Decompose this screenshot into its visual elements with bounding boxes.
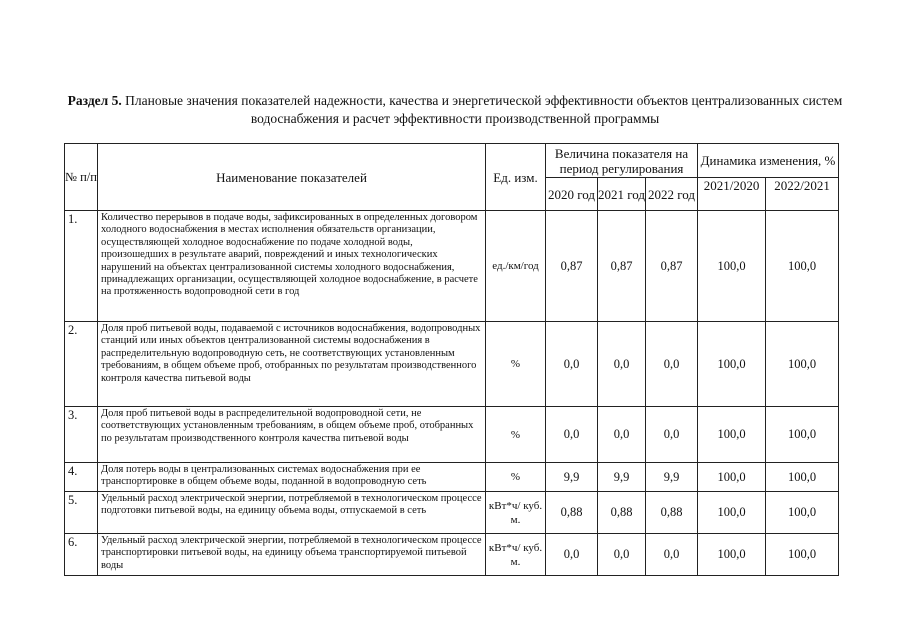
row-v2022: 0,0 — [646, 322, 698, 407]
table-row — [65, 407, 839, 463]
header-year-2021: 2021 год — [598, 178, 646, 211]
row-dyn-2: 100,0 — [766, 322, 839, 407]
header-unit: Ед. изм. — [486, 144, 546, 211]
row-num: 1. — [65, 211, 98, 322]
row-v2021: 0,0 — [598, 407, 646, 463]
row-dyn-1: 100,0 — [698, 534, 766, 576]
row-unit: % — [486, 322, 546, 407]
header-year-2020: 2020 год — [546, 178, 598, 211]
table-row — [65, 322, 839, 407]
header-dyn-2021-2020: 2021/2020 — [698, 178, 766, 211]
row-v2020: 0,0 — [546, 322, 598, 407]
row-v2022: 0,88 — [646, 492, 698, 534]
indicators-table — [64, 143, 839, 576]
row-unit: кВт*ч/ куб. м. — [486, 534, 546, 576]
row-unit: ед./км/год — [486, 211, 546, 322]
row-v2022: 0,87 — [646, 211, 698, 322]
row-dyn-1: 100,0 — [698, 211, 766, 322]
section-title-bold: Раздел 5. — [67, 93, 122, 108]
row-v2022: 9,9 — [646, 463, 698, 492]
row-dyn-2: 100,0 — [766, 534, 839, 576]
row-dyn-1: 100,0 — [698, 322, 766, 407]
row-num: 2. — [65, 322, 98, 407]
section-title — [60, 92, 850, 128]
row-v2020: 9,9 — [546, 463, 598, 492]
row-dyn-1: 100,0 — [698, 407, 766, 463]
header-period: Величина показателя на период регулирования — [546, 144, 698, 178]
table-row — [65, 492, 839, 534]
row-v2020: 0,0 — [546, 534, 598, 576]
row-unit: кВт*ч/ куб. м. — [486, 492, 546, 534]
row-num: 5. — [65, 492, 98, 534]
row-v2022: 0,0 — [646, 534, 698, 576]
row-unit: % — [486, 407, 546, 463]
header-year-2022: 2022 год — [646, 178, 698, 211]
row-name: Удельный расход электрической энергии, потребляемой в технологическом процессе подготовки питьевой воды, на единицу объема воды, отпускаемой в сеть — [98, 492, 486, 534]
row-name: Удельный расход электрической энергии, потребляемой в технологическом процессе транспортировки питьевой воды, на единицу объема транспортируемой питьевой воды — [98, 534, 486, 576]
table-row — [65, 534, 839, 576]
row-name: Количество перерывов в подаче воды, зафиксированных в определенных договором холодного водоснабжения в местах исполнения обязательств организации, осуществляющей холодное водоснабжение по подаче холодной воды, произошедших в результате аварий, повреждений и иных технологических нарушений на объектах централизованной системы холодного водоснабжения, принадлежащих организации, осуществляющей холодное водоснабжение, в расчете на протяженность водопроводной сети в год — [98, 211, 486, 322]
row-v2020: 0,0 — [546, 407, 598, 463]
row-dyn-1: 100,0 — [698, 463, 766, 492]
row-dyn-2: 100,0 — [766, 211, 839, 322]
row-name: Доля потерь воды в централизованных системах водоснабжения при ее транспортировке в общем объеме воды, поданной в водопроводную сеть — [98, 463, 486, 492]
section-title-text: Плановые значения показателей надежности, качества и энергетической эффективности объектов централизованных систем водоснабжения и расчет эффективности производственной программы — [121, 93, 843, 126]
table-row — [65, 211, 839, 322]
row-name: Доля проб питьевой воды в распределительной водопроводной сети, не соответствующих установленным требованиям, в общем объеме проб, отобранных по результатам производственного контроля качества питьевой воды — [98, 407, 486, 463]
row-dyn-2: 100,0 — [766, 463, 839, 492]
header-num: № п/п — [65, 144, 98, 211]
table-row — [65, 463, 839, 492]
header-name: Наименование показателей — [98, 144, 486, 211]
row-v2021: 0,0 — [598, 322, 646, 407]
header-dynamics: Динамика изменения, % — [698, 144, 839, 178]
row-num: 4. — [65, 463, 98, 492]
row-num: 6. — [65, 534, 98, 576]
row-v2021: 0,0 — [598, 534, 646, 576]
row-dyn-1: 100,0 — [698, 492, 766, 534]
row-dyn-2: 100,0 — [766, 407, 839, 463]
row-v2021: 0,87 — [598, 211, 646, 322]
header-dyn-2022-2021: 2022/2021 — [766, 178, 839, 211]
row-v2021: 9,9 — [598, 463, 646, 492]
row-v2020: 0,87 — [546, 211, 598, 322]
row-unit: % — [486, 463, 546, 492]
row-v2022: 0,0 — [646, 407, 698, 463]
row-v2021: 0,88 — [598, 492, 646, 534]
row-v2020: 0,88 — [546, 492, 598, 534]
row-name: Доля проб питьевой воды, подаваемой с источников водоснабжения, водопроводных станций или иных объектов централизованной системы водоснабжения в распределительную водопроводную сеть, не соответствующих установленным требованиям, в общем объеме проб, отобранных по результатам производственного контроля качества питьевой воды — [98, 322, 486, 407]
row-num: 3. — [65, 407, 98, 463]
row-dyn-2: 100,0 — [766, 492, 839, 534]
